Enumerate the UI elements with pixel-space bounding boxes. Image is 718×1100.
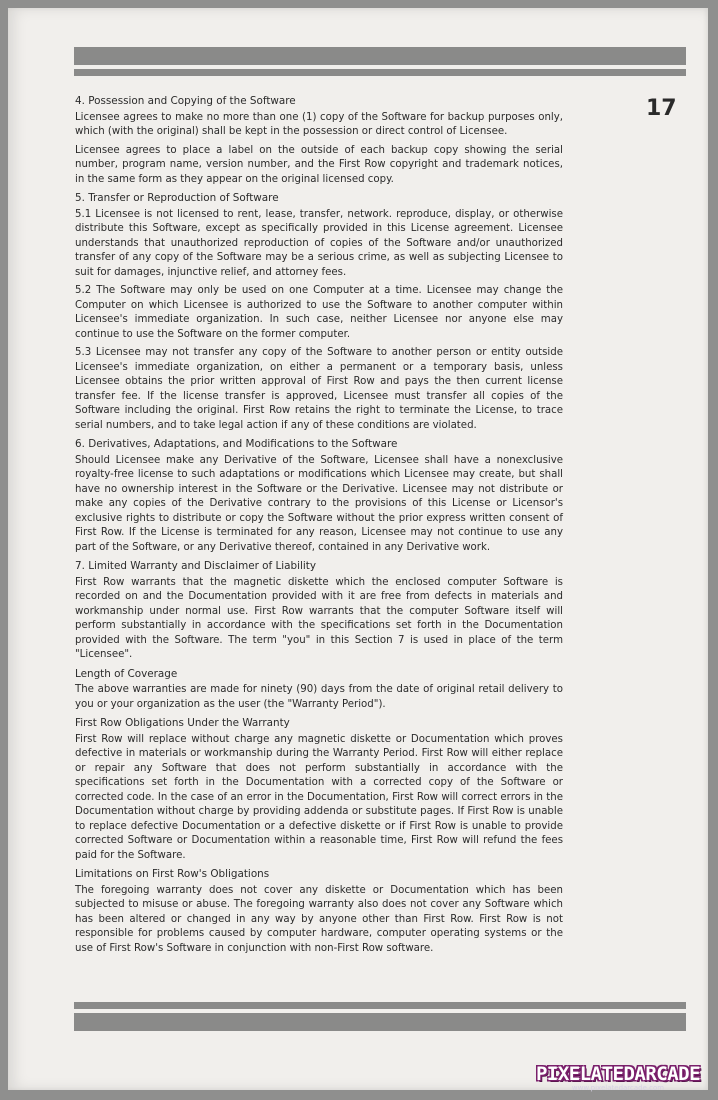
header-rule-thick	[74, 47, 686, 65]
section-heading: 7. Limited Warranty and Disclaimer of Liability	[75, 560, 317, 572]
section-possession-copying	[75, 94, 563, 187]
footer-rule-thin	[74, 1002, 686, 1009]
paragraph: Licensee agrees to place a label on the outside of each backup copy showing the serial number, program name, version number, and the First Row copyright and trademark notices, in the same form as they appear on the original licensed copy.	[75, 144, 563, 185]
section-heading: 4. Possession and Copying of the Software	[75, 95, 296, 107]
section-limited-warranty	[75, 559, 563, 663]
paragraph: 5.1 Licensee is not licensed to rent, lease, transfer, network. reproduce, display, or otherwise distribute this Software, except as specifically provided in this License agreement. Licensee understands that unauthorized reproduction of copies of the Software and/or unauthorized transfer of any copy of the Software may be a serious crime, as well as subjecting Licensee to suit for damages, injunctive relief, and attorney fees.	[75, 208, 563, 278]
section-derivatives	[75, 437, 563, 555]
section-heading: 5. Transfer or Reproduction of Software	[75, 192, 279, 204]
watermark-title: PIXELATEDARCADE	[535, 1063, 701, 1085]
license-text	[75, 94, 563, 960]
paragraph: 5.3 Licensee may not transfer any copy of the Software to another person or entity outside Licensee's immediate organization, on either a permanent or a temporary basis, unless Licensee obtains the prior written approval of First Row and pays the then current license transfer fee. If the license transfer is approved, Licensee must transfer all copies of the Software including the original. First Row retains the right to terminate the License, to trace serial numbers, and to take legal action if any of these conditions are violated.	[75, 347, 563, 431]
paragraph: Should Licensee make any Derivative of the Software, Licensee shall have a nonexclusive royalty-free license to such adaptations or modifications which Licensee may create, but shall have no ownership interest in the Software or the Derivative. Licensee may not distribute or make any copies of the Derivative contrary to the provisions of this License or Licensor's exclusive rights to distribute or copy the Software without the prior express written consent of First Row. If the License is terminated for any reason, Licensee may not continue to use any part of the Software, or any Derivative thereof, contained in any Derivative work.	[75, 454, 563, 553]
section-obligation-limitations	[75, 867, 563, 956]
section-transfer-reproduction	[75, 191, 563, 433]
section-length-of-coverage	[75, 667, 563, 713]
paragraph: The foregoing warranty does not cover any diskette or Documentation which has been subjected to misuse or abuse. The foregoing warranty also does not cover any Software which has been altered or changed in any way by anyone other than First Row. First Row is not responsible for problems caused by computer hardware, computer operating systems or the use of First Row's Software in conjunction with non-First Row software.	[75, 884, 563, 954]
section-heading: Limitations on First Row's Obligations	[75, 868, 270, 880]
paragraph: First Row warrants that the magnetic diskette which the enclosed computer Software is recorded on and the Documentation provided with it are free from defects in materials and workmanship under normal use. First Row warrants that the computer Software itself will perform substantially in accordance with the specifications set forth in the Documentation provided with the Software. The term "you" in this Section 7 is used in place of the term "Licensee".	[75, 576, 563, 660]
footer-rule-thick	[74, 1013, 686, 1031]
paragraph: The above warranties are made for ninety (90) days from the date of original retail delivery to you or your organization as the user (the "Warranty Period").	[75, 684, 563, 710]
section-heading: 6. Derivatives, Adaptations, and Modifications to the Software	[75, 438, 398, 450]
section-warranty-obligations	[75, 716, 563, 863]
paragraph: 5.2 The Software may only be used on one Computer at a time. Licensee may change the Computer on which Licensee is authorized to use the Software to another computer within Licensee's immediate organization. In such case, neither Licensee nor anyone else may continue to use the Software on the former computer.	[75, 285, 563, 340]
section-heading: First Row Obligations Under the Warranty	[75, 717, 290, 729]
paragraph: Licensee agrees to make no more than one (1) copy of the Software for backup purposes only, which (with the original) shall be kept in the possession or direct control of Licensee.	[75, 111, 563, 137]
section-heading: Length of Coverage	[75, 667, 178, 680]
header-rule-thin	[74, 69, 686, 76]
site-watermark	[520, 1064, 716, 1093]
page-number: 17	[646, 96, 677, 121]
header-rule	[74, 47, 686, 76]
paragraph: First Row will replace without charge any magnetic diskette or Documentation which proves defective in materials or workmanship during the Warranty Period. First Row will either replace or repair any Software that does not perform substantially in accordance with the specifications set forth in the Documentation with a corrected copy of the Software or corrected code. In the case of an error in the Documentation, First Row will correct errors in the Documentation without charge by providing addenda or substitute pages. If First Row is unable to replace defective Documentation or a defective diskette or if First Row is unable to provide corrected Software or Documentation within a reasonable time, First Row will refund the fees paid for the Software.	[75, 733, 563, 861]
footer-rule	[74, 1002, 686, 1031]
watermark-url: www.pixelatedarcade.com	[571, 1084, 665, 1092]
manual-page	[8, 8, 708, 1090]
